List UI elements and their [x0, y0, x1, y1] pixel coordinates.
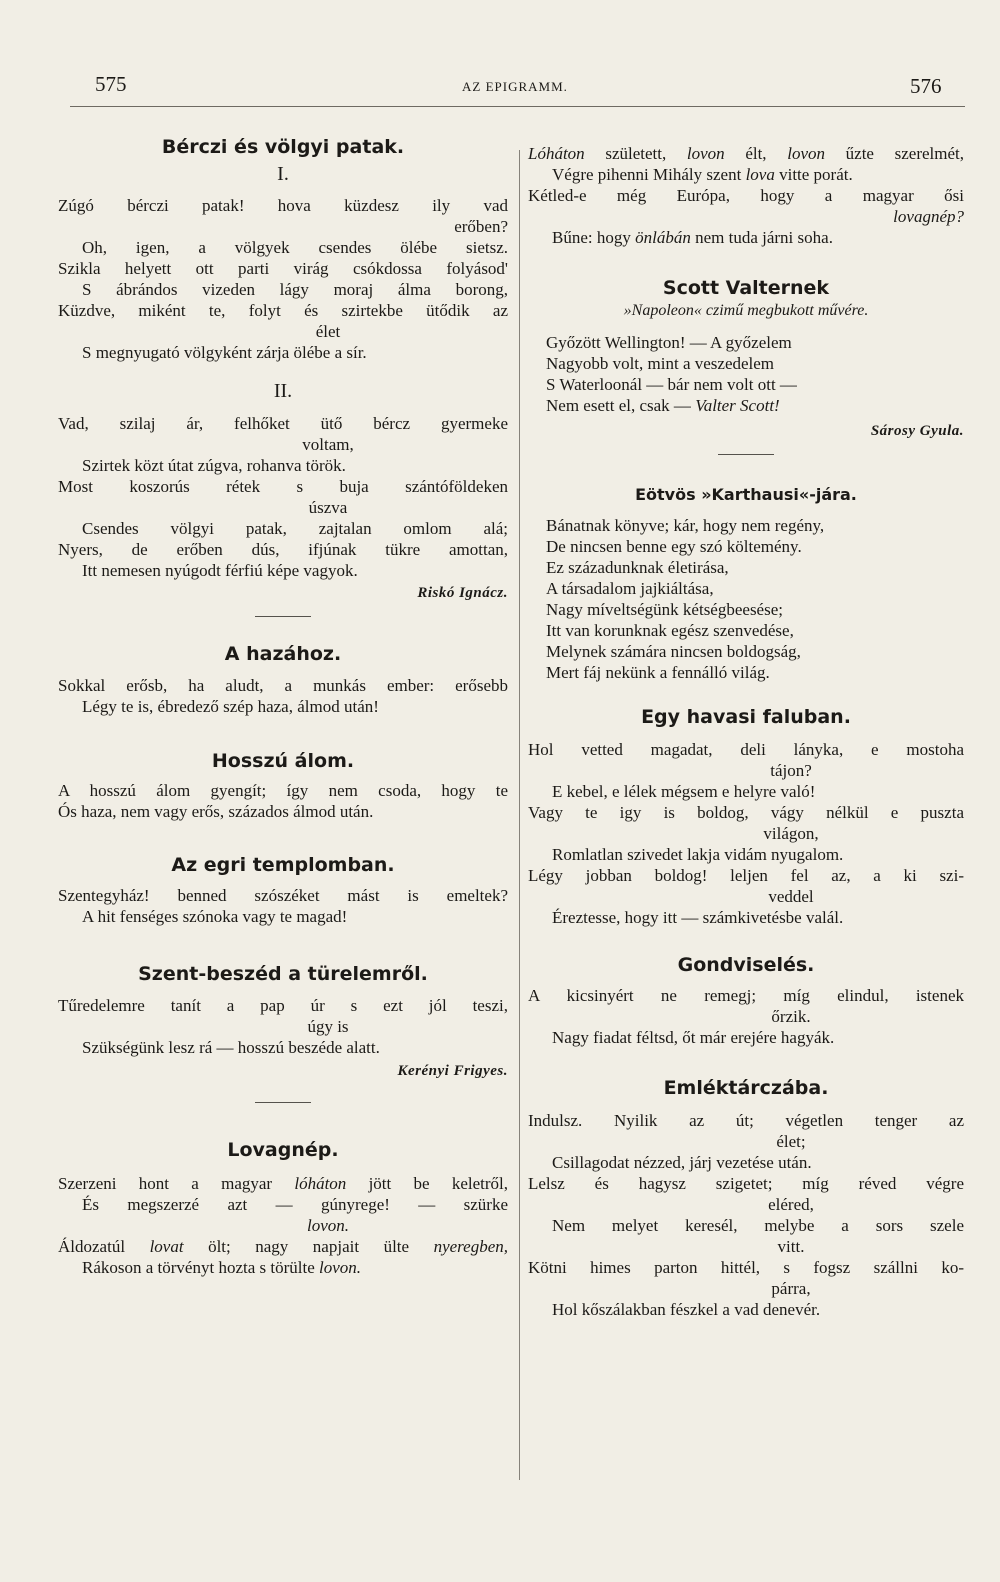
verse-line: Zúgó bérczi patak! hova küzdesz ily vad	[58, 196, 508, 215]
verse-line-continuation: tájon?	[770, 761, 812, 780]
right-page-number: 576	[910, 74, 942, 98]
header-rule	[70, 106, 965, 107]
verse-line: De nincsen benne egy szó költemény.	[546, 537, 802, 556]
verse-line: Éreztesse, hogy itt — számkivetésbe valál.	[552, 908, 844, 927]
verse-line: A kicsinyért ne remegj; míg elindul, istenek	[528, 986, 964, 1005]
verse-line	[528, 143, 964, 164]
verse-line: S ábrándos vizeden lágy moraj álma borong,	[82, 280, 508, 299]
verse-line	[528, 227, 964, 248]
right-column	[528, 128, 964, 1320]
verse-text: ölt; nagy napjait ülte	[183, 1237, 434, 1256]
verse-line: E kebel, e lélek mégsem e helyre való!	[552, 782, 816, 801]
verse-line: Ez századunknak életirása,	[546, 558, 729, 577]
author-signature: Sárosy Gyula.	[870, 423, 964, 439]
poem-gondviseles	[528, 954, 964, 1048]
author-signature: Kerényi Frigyes.	[397, 1063, 508, 1079]
verse-text: élt,	[724, 144, 788, 163]
verse-line: Szirtek közt útat zúgva, rohanva török.	[82, 456, 346, 475]
verse-italic-word: Lóháton	[528, 144, 585, 163]
verse-text: vitte porát.	[774, 165, 853, 184]
verse-text: Nem esett el, csak —	[546, 396, 696, 415]
verse-line: Sokkal erősb, ha aludt, a munkás ember: erősebb	[58, 676, 508, 695]
verse-line: Indulsz. Nyilik az út; végetlen tenger az	[528, 1111, 964, 1130]
verse-italic-word: lovat	[149, 1237, 184, 1256]
verse-line: Nagyobb volt, mint a veszedelem	[546, 354, 775, 373]
left-column	[58, 128, 508, 1278]
verse-line: Most koszorús rétek s buja szántóföldeken	[58, 477, 508, 496]
verse-line: Csendes völgyi patak, zajtalan omlom alá;	[82, 519, 508, 538]
verse-text: űzte szerelmét,	[825, 144, 964, 163]
verse-line	[528, 395, 964, 416]
column-divider	[519, 150, 520, 1480]
verse-text: született,	[584, 144, 687, 163]
verse-italic-word: lovon	[787, 144, 825, 163]
verse-line: Szükségünk lesz rá — hosszú beszéde alatt.	[82, 1038, 380, 1057]
verse-line: Nem melyet keresél, melybe a sors szele	[552, 1216, 964, 1235]
poem-egy-havasi-faluban	[528, 706, 964, 928]
verse-text: Bűne: hogy	[552, 228, 636, 247]
verse-line: Nyers, de erőben dús, ifjúnak tükre amottan,	[58, 540, 508, 559]
poem-title: A hazához.	[224, 643, 342, 665]
verse-line-continuation: párra,	[771, 1279, 811, 1298]
verse-line-continuation: őrzik.	[771, 1007, 811, 1026]
verse-line-continuation: eléred,	[768, 1195, 814, 1214]
poem-subtitle: »Napoleon« czimű megbukott művére.	[623, 302, 869, 319]
verse-italic-word: lóháton	[294, 1174, 347, 1193]
verse-text: Végre pihenni Mihály szent	[552, 165, 746, 184]
verse-line: Ós haza, nem vagy erős, százados álmod után.	[58, 802, 374, 821]
verse-line	[58, 1236, 508, 1257]
poem-az-egri-templomban	[58, 854, 508, 927]
verse-text: Szerzeni hont a magyar	[58, 1174, 295, 1193]
poem-lovagnep	[58, 1139, 508, 1278]
verse-line: Mert fáj nekünk a fennálló világ.	[546, 663, 770, 682]
poem-a-hazahoz	[58, 643, 508, 717]
verse-line: Melynek számára nincsen boldogság,	[546, 642, 801, 661]
verse-line-continuation: lovon.	[306, 1216, 350, 1235]
poem-title: Eötvös »Karthausi«-jára.	[635, 485, 857, 504]
verse-line	[528, 164, 964, 185]
verse-line-continuation: lovagnép?	[893, 207, 964, 226]
verse-line: Romlatlan szivedet lakja vidám nyugalom.	[552, 845, 844, 864]
verse-line: Szentegyház! benned szószéket mást is emeltek?	[58, 886, 508, 905]
poem-szent-beszed	[58, 963, 508, 1080]
verse-line: Kötni himes parton hittél, s fogsz szállni ko-	[528, 1258, 964, 1277]
verse-line-continuation: világon,	[763, 824, 819, 843]
poem-lovagnep-continued	[528, 143, 964, 248]
poem-title: Egy havasi faluban.	[641, 706, 851, 728]
verse-line-continuation: élet;	[776, 1132, 806, 1151]
poem-hosszu-alom	[58, 750, 508, 822]
poem-eotvos-karthausi	[528, 485, 964, 683]
poem-scott-valternek	[528, 277, 964, 440]
verse-line: A hosszú álom gyengít; így nem csoda, hogy te	[58, 781, 508, 800]
verse-line-continuation: veddel	[768, 887, 814, 906]
separator-rule	[255, 616, 311, 617]
verse-line: Lelsz és hagysz szigetet; míg réved végre	[528, 1174, 964, 1193]
poem-title: Emléktárczába.	[663, 1077, 829, 1099]
verse-italic-word: önlábán	[635, 228, 691, 247]
verse-line-continuation: erőben?	[454, 217, 508, 236]
verse-line: Itt nemesen nyúgodt férfiú képe vagyok.	[82, 561, 358, 580]
poem-title: Bérczi és völgyi patak.	[161, 136, 405, 158]
verse-line: S megnyugató völgyként zárja ölébe a sír.	[82, 343, 367, 362]
verse-line: Légy te is, ébredező szép haza, álmod után!	[82, 697, 379, 716]
verse-line: A hit fenséges szónoka vagy te magad!	[82, 907, 348, 926]
poem-title: Lovagnép.	[227, 1139, 339, 1161]
verse-line-continuation: voltam,	[302, 435, 354, 454]
verse-line	[58, 1173, 508, 1194]
verse-line: És megszerzé azt — gúnyrege! — szürke	[82, 1195, 508, 1214]
verse-line	[58, 1257, 508, 1278]
separator-rule	[255, 1102, 311, 1103]
poem-emlektarczaba	[528, 1077, 964, 1320]
poem-title: Scott Valternek	[662, 277, 830, 299]
part-number: II.	[273, 380, 293, 402]
part-number: I.	[277, 163, 289, 185]
poem-title: Szent-beszéd a türelemről.	[138, 963, 428, 985]
verse-line: Vad, szilaj ár, felhőket ütő bércz gyermeke	[58, 414, 508, 433]
verse-italic-word: lovon.	[319, 1258, 362, 1277]
verse-line: Légy jobban boldog! leljen fel az, a ki szi-	[528, 866, 964, 885]
verse-line: Oh, igen, a völgyek csendes ölébe sietsz.	[82, 238, 508, 257]
verse-line: Csillagodat nézzed, járj vezetése után.	[552, 1153, 812, 1172]
verse-line: Hol vetted magadat, deli lányka, e mostoha	[528, 740, 964, 759]
verse-text: Áldozatúl	[58, 1237, 150, 1256]
verse-line: Vagy te igy is boldog, vágy nélkül e puszta	[528, 803, 964, 822]
left-page-number: 575	[95, 72, 127, 96]
verse-line: S Waterloonál — bár nem volt ott —	[546, 375, 797, 394]
verse-italic-word: lovon	[686, 144, 725, 163]
verse-italic-word: lova	[745, 165, 775, 184]
separator-rule	[718, 454, 774, 455]
verse-italic-word: Valter Scott!	[695, 396, 780, 415]
poem-title: Gondviselés.	[677, 954, 815, 976]
verse-line-continuation: élet	[315, 322, 341, 341]
poem-berczi-es-volgyi-patak	[58, 136, 508, 602]
verse-line: Küzdve, miként te, folyt és szirtekbe ütődik az	[58, 301, 508, 320]
author-signature: Riskó Ignácz.	[417, 585, 508, 601]
verse-line: Győzött Wellington! — A győzelem	[546, 333, 792, 352]
verse-line: Hol kőszálakban fészkel a vad denevér.	[552, 1300, 821, 1319]
poem-title: Az egri templomban.	[171, 854, 395, 876]
verse-line-continuation: vitt.	[777, 1237, 805, 1256]
verse-text: jött be keletről,	[346, 1174, 509, 1193]
page-header	[0, 68, 1000, 108]
verse-line: Itt van korunknak egész szenvedése,	[546, 621, 794, 640]
poem-title: Hosszú álom.	[211, 750, 355, 772]
running-title: AZ EPIGRAMM.	[462, 79, 568, 94]
verse-line: Bánatnak könyve; kár, hogy nem regény,	[546, 516, 825, 535]
verse-italic-word: nyeregben,	[433, 1237, 509, 1256]
verse-line: Nagy fiadat féltsd, őt már erejére hagyák.	[552, 1028, 835, 1047]
verse-line: A társadalom jajkiáltása,	[546, 579, 714, 598]
verse-line: Kétled-e még Európa, hogy a magyar ősi	[528, 186, 964, 205]
verse-line-continuation: úgy is	[307, 1017, 349, 1036]
verse-text: Rákoson a törvényt hozta s törülte	[82, 1258, 320, 1277]
verse-line: Tűredelemre tanít a pap úr s ezt jól teszi,	[58, 996, 508, 1015]
verse-line: Nagy míveltségünk kétségbeesése;	[546, 600, 783, 619]
verse-line-continuation: úszva	[308, 498, 348, 517]
verse-text: nem tuda járni soha.	[690, 228, 833, 247]
verse-line: Szikla helyett ott parti virág csókdossa folyásod'	[58, 259, 508, 278]
